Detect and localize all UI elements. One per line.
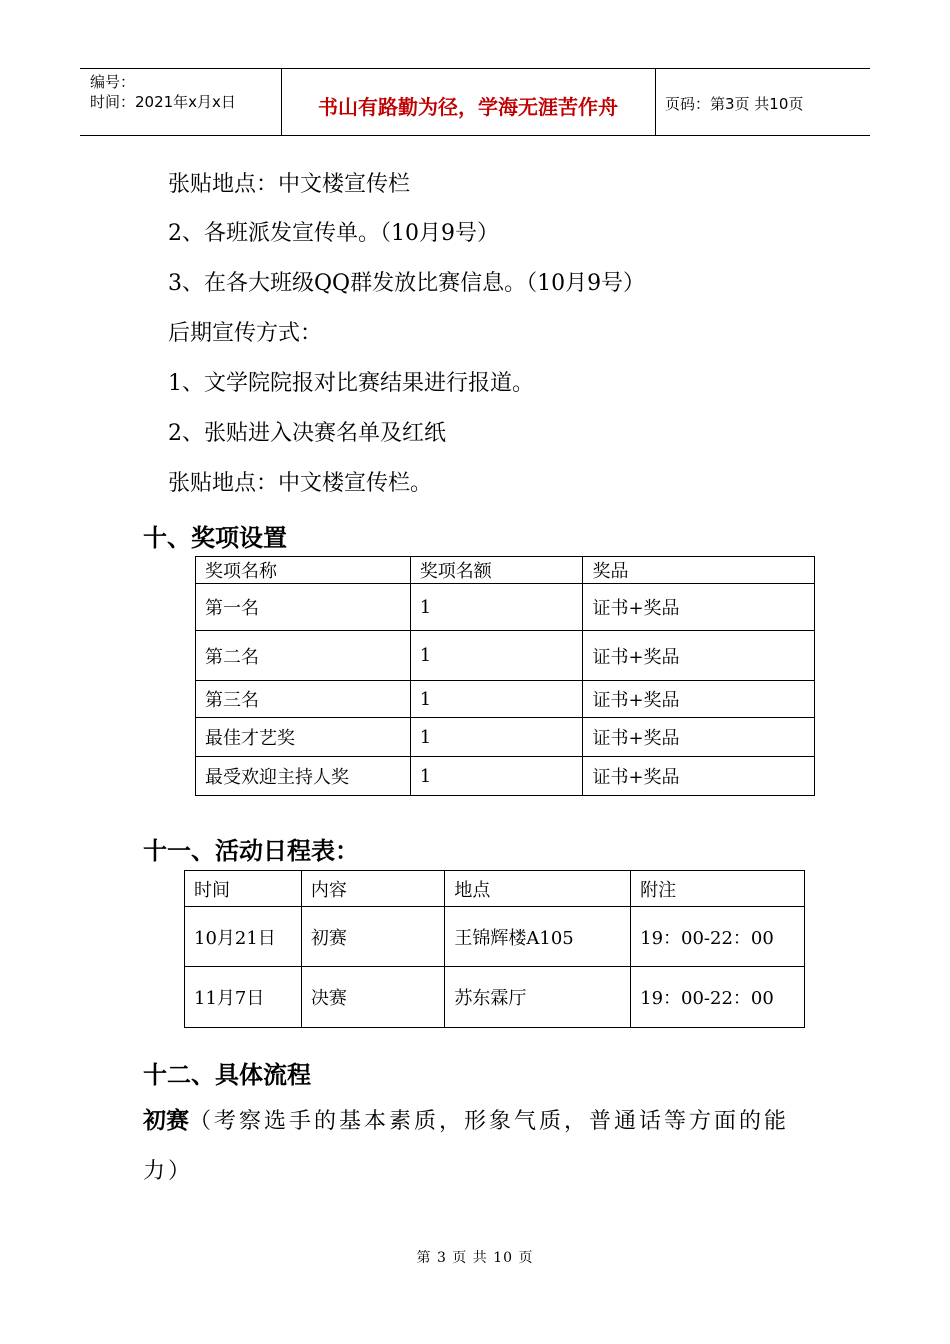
schedule-heading: 十一、活动日程表：: [143, 837, 359, 865]
header-divider: [655, 68, 656, 136]
table-header-cell: 时间: [185, 871, 302, 907]
awards-heading: 十、奖项设置: [143, 524, 287, 552]
table-cell: 最佳才艺奖: [196, 718, 411, 757]
header-top-rule: [80, 68, 870, 69]
table-cell: 初赛: [301, 907, 445, 967]
table-cell: 10月21日: [185, 907, 302, 967]
table-header-cell: 奖项名称: [196, 557, 411, 584]
text-line: 2、张贴进入决赛名单及红纸: [168, 421, 446, 446]
table-header-row: [196, 557, 815, 584]
table-header-cell: 奖项名额: [410, 557, 583, 584]
table-row: [185, 907, 805, 967]
awards-table: [195, 556, 815, 796]
schedule-table: [184, 870, 805, 1028]
table-cell: 11月7日: [185, 967, 302, 1028]
header-meta: [90, 72, 236, 112]
table-row: [196, 757, 815, 796]
table-cell: 证书+奖品: [583, 681, 815, 718]
header-bottom-rule: [80, 135, 870, 136]
page-footer: 第 3 页 共 10 页: [416, 1250, 534, 1266]
table-row: [196, 584, 815, 631]
table-cell: 19：00-22：00: [631, 907, 805, 967]
table-cell: 1: [410, 631, 583, 681]
table-row: [196, 718, 815, 757]
text-line: 张贴地点：中文楼宣传栏。: [168, 471, 433, 496]
prelim-paragraph: [143, 1096, 823, 1197]
text-line: 张贴地点：中文楼宣传栏: [168, 172, 411, 197]
table-cell: 证书+奖品: [583, 584, 815, 631]
text-line: 2、各班派发宣传单。（10月9号）: [168, 221, 499, 246]
table-cell: 第二名: [196, 631, 411, 681]
table-row: [196, 681, 815, 718]
table-header-cell: 地点: [445, 871, 631, 907]
time-label: 时间：2021年x月x日: [90, 93, 236, 111]
prelim-text: （考察选手的基本素质，形象气质，普通话等方面的能力）: [143, 1109, 790, 1184]
table-cell: 1: [410, 584, 583, 631]
table-header-row: [185, 871, 805, 907]
table-cell: 19：00-22：00: [631, 967, 805, 1028]
process-heading: 十二、具体流程: [143, 1061, 311, 1089]
table-header-cell: 附注: [631, 871, 805, 907]
table-row: [196, 631, 815, 681]
table-cell: 决赛: [301, 967, 445, 1028]
text-line: 1、文学院院报对比赛结果进行报道。: [168, 371, 534, 396]
table-cell: 第三名: [196, 681, 411, 718]
table-cell: 证书+奖品: [583, 757, 815, 796]
header-page-info: 页码：第3页 共10页: [665, 95, 804, 113]
table-cell: 1: [410, 718, 583, 757]
table-row: [185, 967, 805, 1028]
table-cell: 证书+奖品: [583, 631, 815, 681]
table-cell: 证书+奖品: [583, 718, 815, 757]
table-header-cell: 奖品: [583, 557, 815, 584]
header-motto: 书山有路勤为径，学海无涯苦作舟: [318, 95, 618, 119]
table-cell: 第一名: [196, 584, 411, 631]
text-line: 3、在各大班级QQ群发放比赛信息。（10月9号）: [168, 271, 646, 296]
text-line: 后期宣传方式：: [168, 321, 323, 346]
table-cell: 王锦辉楼A105: [445, 907, 631, 967]
table-cell: 1: [410, 757, 583, 796]
prelim-title: 初赛: [143, 1108, 189, 1134]
table-header-cell: 内容: [301, 871, 445, 907]
number-label: 编号：: [90, 73, 136, 91]
table-cell: 最受欢迎主持人奖: [196, 757, 411, 796]
table-cell: 1: [410, 681, 583, 718]
table-cell: 苏东霖厅: [445, 967, 631, 1028]
